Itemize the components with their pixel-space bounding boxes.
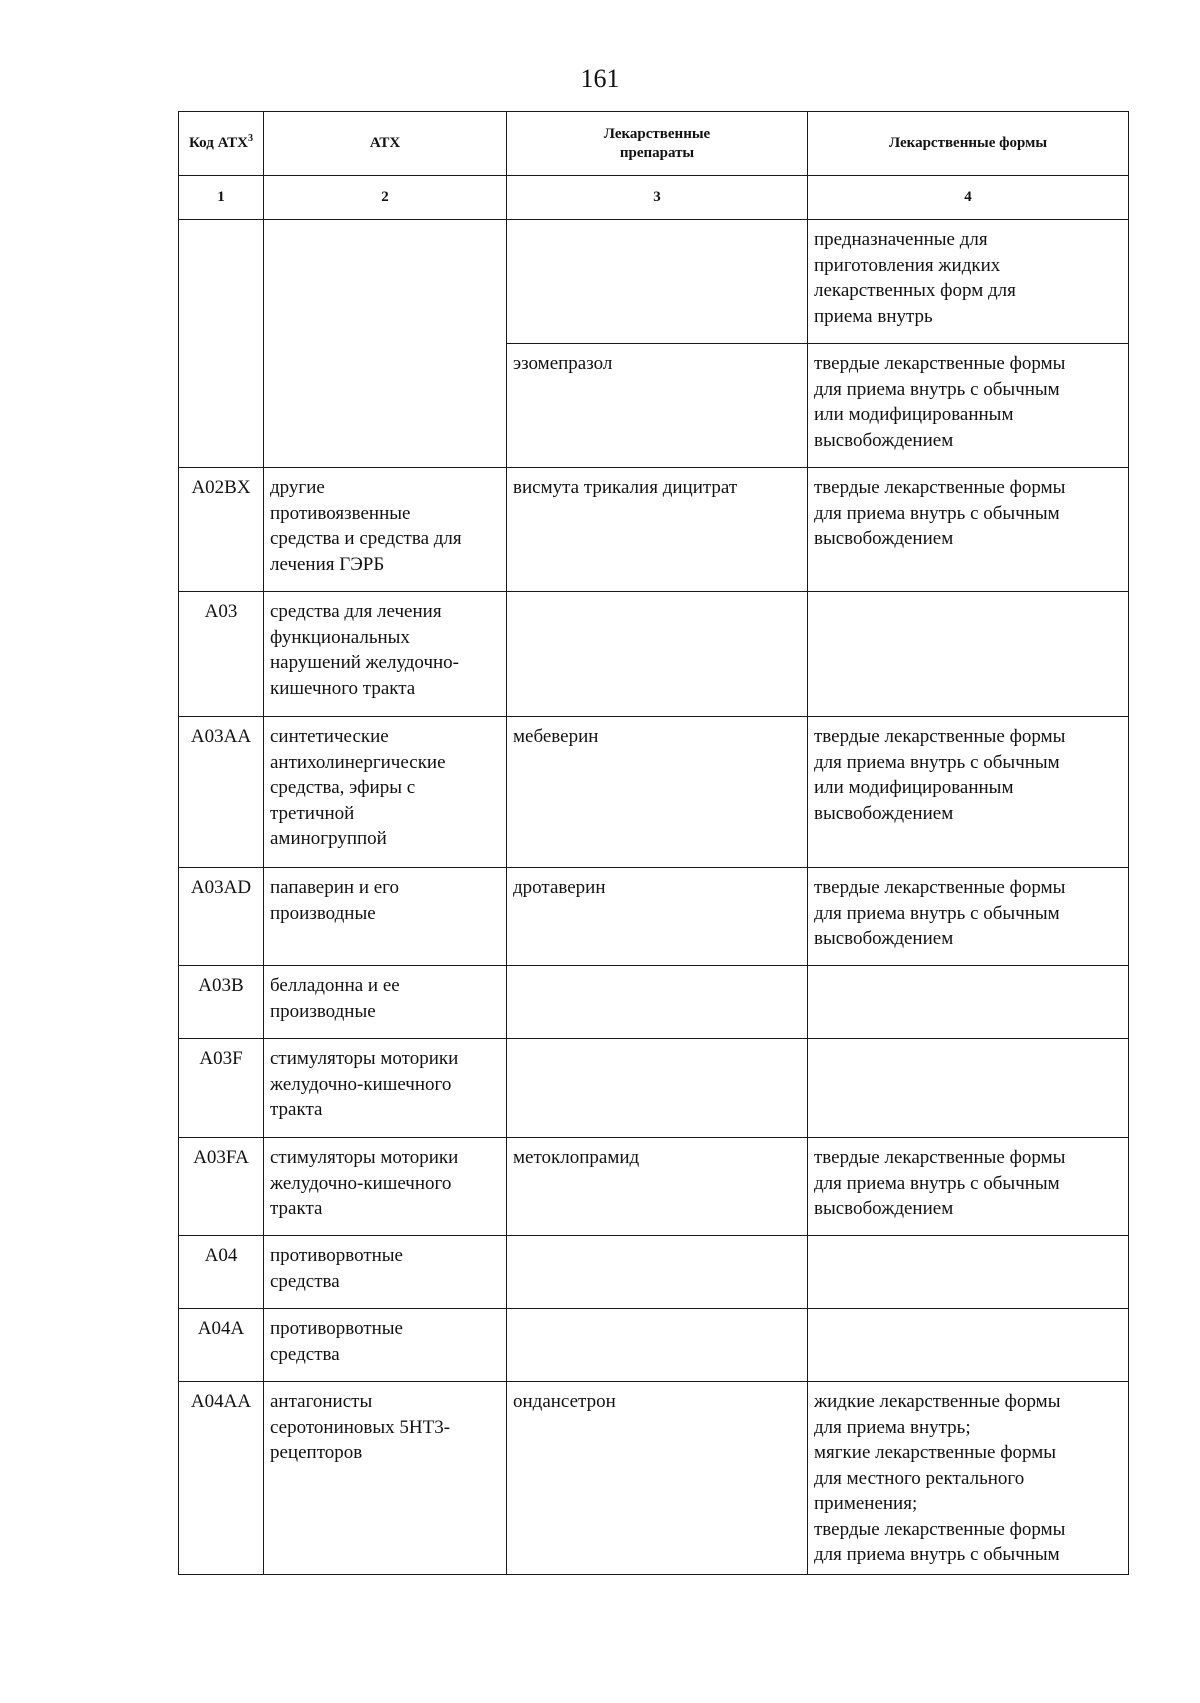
column-number-row xyxy=(179,176,1129,220)
code-cell: A03AD xyxy=(179,868,264,966)
atc-text: стимуляторы моторики желудочно-кишечного тракта xyxy=(270,1147,459,1219)
header-code-label: Код АТХ xyxy=(189,135,248,151)
drug-cell xyxy=(507,592,808,717)
form-cell xyxy=(808,468,1129,592)
header-code xyxy=(179,112,264,176)
form-cell xyxy=(808,344,1129,468)
atc-cell xyxy=(264,592,507,717)
form-cell xyxy=(808,1039,1129,1138)
atc-cell xyxy=(264,966,507,1039)
drug-cell xyxy=(507,220,808,344)
atc-text: белладонна и ее производные xyxy=(270,975,400,1022)
atc-text: средства для лечения функциональных нарушений желудочно- кишечного тракта xyxy=(270,601,459,699)
drug-cell xyxy=(507,868,808,966)
code-cell: A03AA xyxy=(179,717,264,868)
table-row xyxy=(179,220,1129,344)
table-row xyxy=(179,868,1129,966)
table-row xyxy=(179,1138,1129,1236)
atc-cell xyxy=(264,1039,507,1138)
code-cell xyxy=(179,220,264,468)
header-forms: Лекарственные формы xyxy=(808,112,1129,176)
atc-text: антагонисты серотониновых 5HT3- рецепторов xyxy=(270,1391,451,1463)
atc-drug-table xyxy=(178,111,1129,1575)
drug-text: метоклопрамид xyxy=(513,1147,640,1168)
form-cell xyxy=(808,966,1129,1039)
table-row xyxy=(179,1382,1129,1575)
atc-cell xyxy=(264,868,507,966)
atc-text: противорвотные средства xyxy=(270,1245,403,1292)
header-atc: АТХ xyxy=(264,112,507,176)
code-cell: A04AA xyxy=(179,1382,264,1575)
atc-cell xyxy=(264,1382,507,1575)
drug-cell xyxy=(507,1382,808,1575)
drug-text: мебеверин xyxy=(513,726,599,747)
form-text: жидкие лекарственные формы для приема внутрь; мягкие лекарственные формы для местного ректального применения; твердые лекарственные формы для приема внутрь с обычным xyxy=(814,1391,1066,1565)
form-cell xyxy=(808,1382,1129,1575)
code-cell: A03B xyxy=(179,966,264,1039)
table-row xyxy=(179,1039,1129,1138)
form-cell xyxy=(808,592,1129,717)
code-cell: A02BX xyxy=(179,468,264,592)
form-text: предназначенные для приготовления жидких лекарственных форм для приема внутрь xyxy=(814,229,1016,327)
header-drugs-label: Лекарственные препараты xyxy=(603,125,711,161)
drug-text: висмута трикалия дицитрат xyxy=(513,477,738,498)
header-drugs xyxy=(507,112,808,176)
drug-cell xyxy=(507,717,808,868)
drug-cell xyxy=(507,1138,808,1236)
atc-cell xyxy=(264,1236,507,1309)
drug-text: ондансетрон xyxy=(513,1391,616,1412)
drug-cell xyxy=(507,966,808,1039)
form-cell xyxy=(808,717,1129,868)
drug-cell xyxy=(507,468,808,592)
form-text: твердые лекарственные формы для приема внутрь с обычным высвобождением xyxy=(814,877,1066,949)
form-text: твердые лекарственные формы для приема внутрь с обычным высвобождением xyxy=(814,477,1066,549)
form-cell xyxy=(808,1236,1129,1309)
atc-text: папаверин и его производные xyxy=(270,877,400,924)
code-cell: A03F xyxy=(179,1039,264,1138)
code-cell: A03FA xyxy=(179,1138,264,1236)
atc-cell xyxy=(264,1309,507,1382)
code-cell: A04 xyxy=(179,1236,264,1309)
drug-cell xyxy=(507,344,808,468)
table-row xyxy=(179,966,1129,1039)
drug-text: эзомепразол xyxy=(513,353,613,374)
table-row xyxy=(179,468,1129,592)
table-header-row xyxy=(179,112,1129,176)
table-row xyxy=(179,1309,1129,1382)
code-cell: A03 xyxy=(179,592,264,717)
drug-text: дротаверин xyxy=(513,877,606,898)
drug-cell xyxy=(507,1309,808,1382)
drug-cell xyxy=(507,1236,808,1309)
atc-text: синтетические антихолинергические средства, эфиры с третичной аминогруппой xyxy=(270,726,446,849)
table-row xyxy=(179,717,1129,868)
atc-cell xyxy=(264,468,507,592)
column-number: 4 xyxy=(808,176,1129,220)
page-number: 161 xyxy=(580,64,620,93)
form-text: твердые лекарственные формы для приема внутрь с обычным или модифицированным высвобождением xyxy=(814,353,1066,451)
table-row xyxy=(179,592,1129,717)
column-number: 3 xyxy=(507,176,808,220)
form-text: твердые лекарственные формы для приема внутрь с обычным или модифицированным высвобождением xyxy=(814,726,1066,824)
form-cell xyxy=(808,1309,1129,1382)
column-number: 2 xyxy=(264,176,507,220)
header-code-footnote: 3 xyxy=(247,133,253,144)
atc-cell xyxy=(264,1138,507,1236)
form-cell xyxy=(808,1138,1129,1236)
drug-cell xyxy=(507,1039,808,1138)
atc-text: стимуляторы моторики желудочно-кишечного тракта xyxy=(270,1048,459,1120)
atc-text: противорвотные средства xyxy=(270,1318,403,1365)
atc-cell xyxy=(264,220,507,468)
column-number: 1 xyxy=(179,176,264,220)
form-cell xyxy=(808,220,1129,344)
atc-text: другие противоязвенные средства и средства для лечения ГЭРБ xyxy=(270,477,462,575)
form-text: твердые лекарственные формы для приема внутрь с обычным высвобождением xyxy=(814,1147,1066,1219)
atc-cell xyxy=(264,717,507,868)
code-cell: A04A xyxy=(179,1309,264,1382)
table-row xyxy=(179,1236,1129,1309)
form-cell xyxy=(808,868,1129,966)
